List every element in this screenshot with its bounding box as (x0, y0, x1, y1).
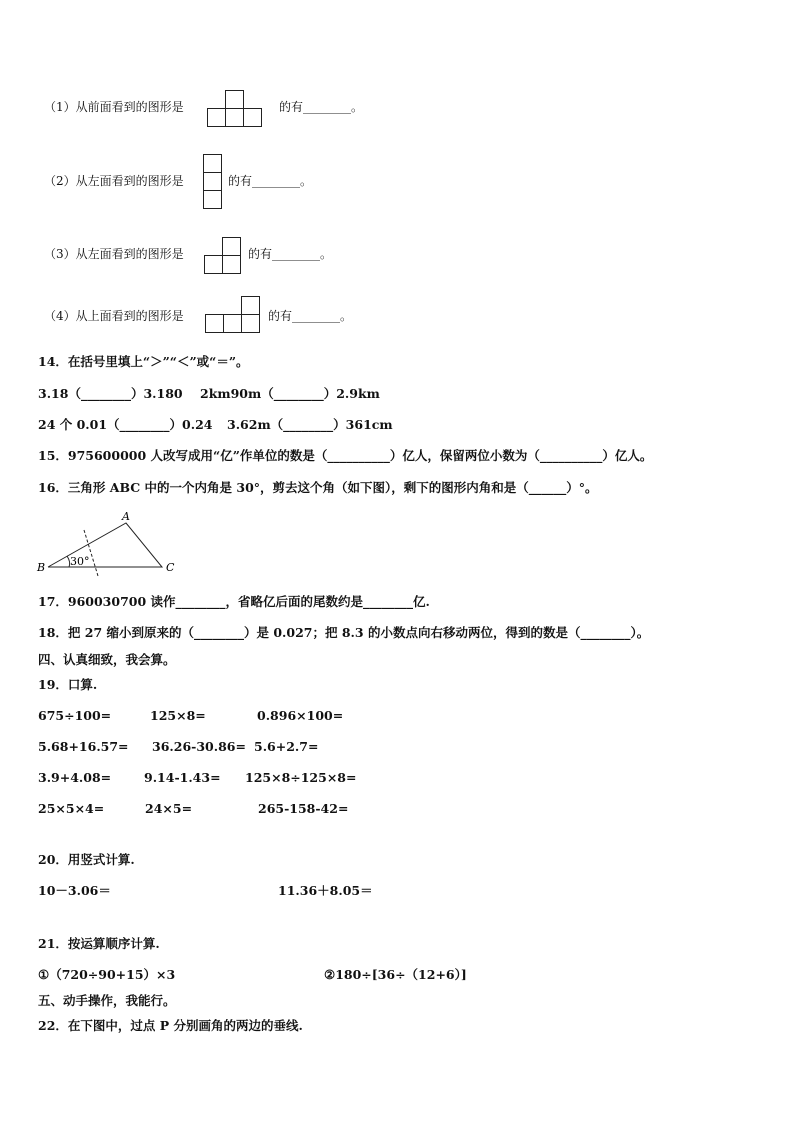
section-4-heading: 四、认真细致，我会算。 (38, 652, 176, 667)
section-5-heading: 五、动手操作，我能行。 (38, 993, 176, 1008)
triangle-abc-figure (36, 508, 186, 578)
calc-r1-c1: 675÷100= (38, 708, 112, 723)
question-19-title: 19．口算. (38, 677, 98, 692)
top-view-figure (205, 296, 263, 334)
angle-30-label: 30° (70, 555, 90, 568)
question-21-item-1: ①（720÷90+15）×3 (38, 967, 176, 982)
question-20-title: 20．用竖式计算. (38, 852, 135, 867)
view-question-4-label: （4）从上面看到的图形是 (44, 309, 184, 323)
view-question-4-blank: 的有________。 (268, 309, 353, 323)
calc-r3-c1: 3.9+4.08= (38, 770, 112, 785)
calc-r1-c2: 125×8= (150, 708, 206, 723)
view-question-1-blank: 的有________。 (279, 100, 364, 114)
question-21-title: 21．按运算顺序计算. (38, 936, 160, 951)
question-18: 18．把 27 缩小到原来的（________）是 0.027；把 8.3 的小数点向右移动两位，得到的数是（________）。 (38, 625, 650, 640)
view-question-3-label: （3）从左面看到的图形是 (44, 247, 184, 261)
question-20-item-1: 10－3.06＝ (38, 883, 111, 898)
question-15: 15．975600000 人改写成用“亿”作单位的数是（__________）亿人，保留两位小数为（__________）亿人。 (38, 448, 653, 463)
calc-r4-c1: 25×5×4= (38, 801, 105, 816)
calc-r3-c2: 9.14-1.43= (144, 770, 221, 785)
calc-r2-c2: 36.26-30.86= (152, 739, 246, 754)
question-17: 17．960030700 读作________，省略亿后面的尾数约是________亿. (38, 594, 430, 609)
calc-r4-c2: 24×5= (145, 801, 193, 816)
question-14-title: 14．在括号里填上“＞”“＜”或“＝”。 (38, 354, 249, 369)
question-20-item-2: 11.36＋8.05＝ (278, 883, 373, 898)
calc-r3-c3: 125×8÷125×8= (245, 770, 357, 785)
calc-r2-c1: 5.68+16.57= (38, 739, 129, 754)
question-14-row1-a: 3.18（________）3.180 (38, 386, 183, 401)
question-21-item-2: ②180÷[36÷（12+6）] (324, 967, 467, 982)
question-22: 22．在下图中，过点 P 分别画角的两边的垂线. (38, 1018, 303, 1033)
left-view-figure-l-shape (204, 237, 244, 275)
view-question-2-label: （2）从左面看到的图形是 (44, 174, 184, 188)
calc-r2-c3: 5.6+2.7= (254, 739, 319, 754)
question-14-row2-b: 3.62m（________）361cm (227, 417, 393, 432)
view-question-1-label: （1）从前面看到的图形是 (44, 100, 184, 114)
vertex-a-label: A (122, 510, 130, 523)
view-question-2-blank: 的有________。 (228, 174, 313, 188)
question-14-row2-a: 24 个 0.01（________）0.24 (38, 417, 213, 432)
question-16: 16．三角形 ABC 中的一个内角是 30°，剪去这个角（如下图），剩下的图形内角和是（______）°。 (38, 480, 598, 495)
vertex-c-label: C (166, 561, 175, 574)
view-question-3-blank: 的有________。 (248, 247, 333, 261)
front-view-figure (207, 90, 263, 128)
vertex-b-label: B (37, 561, 46, 574)
question-14-row1-b: 2km90m（________）2.9km (200, 386, 380, 401)
left-view-figure-column (203, 154, 223, 210)
calc-r1-c3: 0.896×100= (257, 708, 344, 723)
calc-r4-c3: 265-158-42= (258, 801, 349, 816)
